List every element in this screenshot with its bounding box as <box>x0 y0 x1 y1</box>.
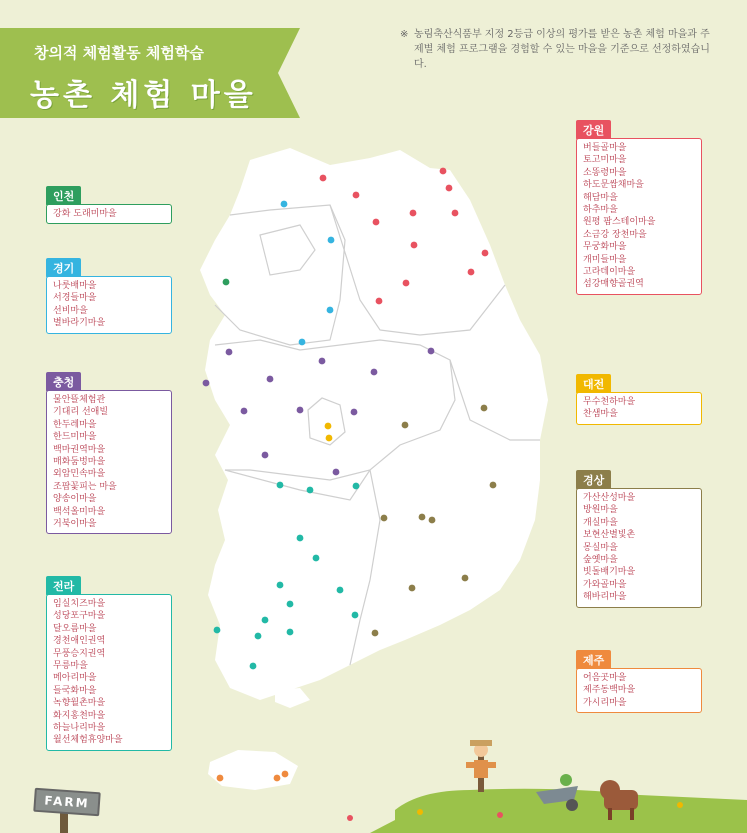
village-item: 가산산성마을 <box>583 493 636 503</box>
village-dot-jeolla <box>307 487 314 494</box>
village-item: 소똥령마을 <box>583 167 627 178</box>
village-item: 기대리 선애빌 <box>53 407 109 418</box>
village-dot-jeolla <box>287 601 294 608</box>
village-item: 무궁화마을 <box>583 242 627 253</box>
village-item: 화지홍천마을 <box>53 710 106 721</box>
village-dot-gangwon <box>446 185 453 192</box>
village-dot-jeolla <box>262 617 269 624</box>
village-item: 찬샘마을 <box>583 409 618 420</box>
village-item: 임실치즈마을 <box>53 599 106 609</box>
village-dot-gyeongsang <box>429 517 436 524</box>
south-island <box>275 688 310 708</box>
jeju-island <box>208 750 298 790</box>
banner-subtitle: 창의적 체험활동 체험학습 <box>34 44 204 62</box>
village-dot-gangwon <box>353 192 360 199</box>
village-dot-jeolla <box>353 483 360 490</box>
village-dot-gangwon <box>482 250 489 257</box>
village-dot-jeolla <box>277 582 284 589</box>
village-item: 무수천하마을 <box>583 397 636 407</box>
village-item: 월선체험휴양마을 <box>53 735 123 746</box>
village-item: 제주동백마을 <box>583 685 636 696</box>
village-dot-jeolla <box>297 535 304 542</box>
village-dot-chungcheong <box>203 380 210 387</box>
village-item: 어음곳마을 <box>583 673 627 683</box>
village-dot-jeju <box>274 775 281 782</box>
village-dot-jeju <box>282 771 289 778</box>
village-item: 숲옛마을 <box>583 555 618 566</box>
village-item: 보현산별빛촌 <box>583 530 636 541</box>
village-dot-chungcheong <box>333 469 340 476</box>
box-chungcheong <box>46 390 172 534</box>
village-dot-chungcheong <box>241 408 248 415</box>
village-item: 선비마을 <box>53 305 88 316</box>
scarecrow-icon <box>466 740 496 792</box>
village-dot-incheon <box>223 279 230 286</box>
village-item: 빗돌배기마을 <box>583 567 636 578</box>
village-dot-jeolla <box>352 612 359 619</box>
village-dot-jeolla <box>337 587 344 594</box>
village-item: 한두레마을 <box>53 419 97 430</box>
village-item: 성당포구마을 <box>53 611 106 622</box>
tag-gyeongsang: 경상 <box>576 470 611 490</box>
village-dot-gyeongsang <box>372 630 379 637</box>
village-item: 서경들마을 <box>53 293 97 304</box>
village-item: 소금강 장천마을 <box>583 229 647 240</box>
village-item: 해바리마을 <box>583 592 627 603</box>
village-dot-gyeongsang <box>419 514 426 521</box>
village-item: 조팝꽃피는 마을 <box>53 481 117 492</box>
village-dot-gangwon <box>320 175 327 182</box>
tag-jeolla: 전라 <box>46 576 81 596</box>
village-item: 강화 도래미마을 <box>53 209 117 219</box>
village-item: 하추마을 <box>583 205 618 216</box>
village-dot-gyeonggi <box>328 237 335 244</box>
village-item: 백마권역마을 <box>53 444 106 455</box>
village-item: 나룻배마을 <box>53 281 97 291</box>
box-gyeongsang <box>576 488 702 608</box>
village-item: 해담마을 <box>583 192 618 203</box>
village-dot-gangwon <box>452 210 459 217</box>
village-dot-chungcheong <box>371 369 378 376</box>
mainland-shape <box>200 148 548 700</box>
village-item: 물안뜰체험관 <box>53 395 106 405</box>
village-dot-gangwon <box>403 280 410 287</box>
village-item: 가와골마을 <box>583 579 627 590</box>
village-item: 섬강매향골권역 <box>583 279 644 290</box>
village-dot-daejeon <box>325 423 332 430</box>
village-dot-chungcheong <box>267 376 274 383</box>
tag-incheon: 인천 <box>46 186 81 206</box>
village-item: 양송이마을 <box>53 494 97 505</box>
tag-chungcheong: 충청 <box>46 372 81 392</box>
note-mark: ※ <box>400 29 409 40</box>
village-dot-gangwon <box>376 298 383 305</box>
village-item: 하도문쌈채마을 <box>583 180 644 191</box>
village-dot-gyeonggi <box>281 201 288 208</box>
village-dot-jeolla <box>313 555 320 562</box>
village-dot-chungcheong <box>226 349 233 356</box>
village-item: 백석올미마을 <box>53 506 106 517</box>
box-gangwon <box>576 138 702 295</box>
village-item: 토고미마을 <box>583 155 627 166</box>
village-dot-gangwon <box>373 219 380 226</box>
village-dot-gangwon <box>411 242 418 249</box>
village-item: 거북이마을 <box>53 519 97 530</box>
village-dot-gyeongsang <box>462 575 469 582</box>
village-item: 버들골마을 <box>583 143 627 153</box>
village-dot-gyeonggi <box>327 307 334 314</box>
village-dot-gyeongsang <box>490 482 497 489</box>
village-dot-jeolla <box>277 482 284 489</box>
village-dot-gangwon <box>440 168 447 175</box>
village-dot-jeolla <box>255 633 262 640</box>
tag-gangwon: 강원 <box>576 120 611 140</box>
village-dot-gangwon <box>410 210 417 217</box>
box-jeju <box>576 668 702 713</box>
box-daejeon <box>576 392 702 425</box>
farm-sign: FARM <box>33 788 101 817</box>
village-item: 경천애인권역 <box>53 636 106 647</box>
village-item: 녹향월촌마을 <box>53 698 106 709</box>
village-dot-jeju <box>217 775 224 782</box>
village-dot-chungcheong <box>297 407 304 414</box>
village-item: 개미들마을 <box>583 254 627 265</box>
village-item: 가시리마을 <box>583 697 627 708</box>
village-item: 별바라기마을 <box>53 318 106 329</box>
village-dot-jeolla <box>214 627 221 634</box>
village-item: 매화둠벙마을 <box>53 457 106 468</box>
village-dot-gyeongsang <box>481 405 488 412</box>
village-dot-gyeongsang <box>402 422 409 429</box>
tag-daejeon: 대전 <box>576 374 611 394</box>
village-dot-gyeonggi <box>299 339 306 346</box>
village-item: 들국화마을 <box>53 685 97 696</box>
tag-gyeonggi: 경기 <box>46 258 81 278</box>
banner-title: 농촌 체험 마을 <box>30 78 257 113</box>
village-dot-gyeongsang <box>381 515 388 522</box>
village-dot-daejeon <box>326 435 333 442</box>
village-item: 원평 팜스테이마을 <box>583 217 656 228</box>
village-item: 개실마을 <box>583 517 618 528</box>
village-item: 하늘나리마을 <box>53 723 106 734</box>
village-item: 한드미마을 <box>53 432 97 443</box>
box-incheon <box>46 204 172 224</box>
village-item: 메아리마을 <box>53 673 97 684</box>
village-item: 고라데이마을 <box>583 267 636 278</box>
village-dot-gyeongsang <box>409 585 416 592</box>
village-dot-chungcheong <box>262 452 269 459</box>
village-dot-gangwon <box>468 269 475 276</box>
village-item: 달오름마을 <box>53 623 97 634</box>
box-gyeonggi <box>46 276 172 334</box>
tag-jeju: 제주 <box>576 650 611 670</box>
village-dot-jeolla <box>250 663 257 670</box>
village-dot-jeolla <box>287 629 294 636</box>
village-item: 외암민속마을 <box>53 469 106 480</box>
village-item: 무풍승지권역 <box>53 648 106 659</box>
box-jeolla <box>46 594 172 751</box>
village-item: 몽실마을 <box>583 542 618 553</box>
village-dot-chungcheong <box>319 358 326 365</box>
note-text: 농림축산식품부 지정 2등급 이상의 평가를 받은 농촌 체험 마을과 주제별 체험 프로그램을 경험할 수 있는 마을을 기준으로 선정하였습니다. <box>414 29 710 70</box>
village-dot-chungcheong <box>351 409 358 416</box>
village-item: 방원마을 <box>583 505 618 516</box>
village-dot-chungcheong <box>428 348 435 355</box>
village-item: 무릉마을 <box>53 661 88 672</box>
